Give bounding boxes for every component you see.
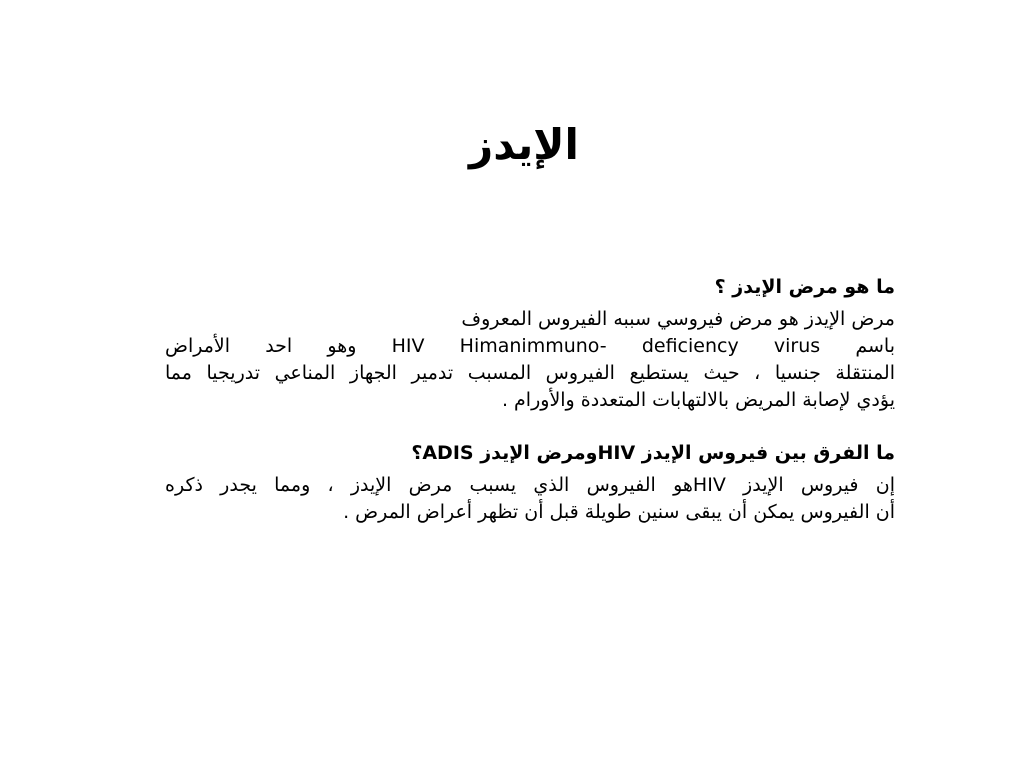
- slide-content: [165, 272, 895, 526]
- paragraph-line: مرض الإيدز هو مرض فيروسي سببه الفيروس المعروف: [461, 308, 895, 330]
- paragraph-line: إن فيروس الإيدز HIVهو الفيروس الذي يسبب مرض الإيدز ، ومما يجدر ذكره: [165, 474, 895, 496]
- paragraph-line: المنتقلة جنسيا ، حيث يستطيع الفيروس المسبب تدمير الجهاز المناعي تدريجيا مما: [165, 362, 895, 384]
- answer-paragraph-hiv-vs-aids: [165, 472, 895, 526]
- paragraph-line: يؤدي لإصابة المريض بالالتهابات المتعددة والأورام .: [501, 389, 895, 411]
- question-heading-hiv-vs-aids: ما الفرق بين فيروس الإيدز HIVومرض الإيدز ADIS؟: [411, 442, 895, 464]
- paragraph-line: أن الفيروس يمكن أن يبقى سنين طويلة قبل أن تظهر أعراض المرض .: [343, 501, 895, 523]
- paragraph-line: باسم HIV Himanimmuno- deficiency virus وهو احد الأمراض: [165, 335, 895, 357]
- section-spacer: [165, 414, 895, 438]
- slide-title: الإيدز: [469, 120, 579, 169]
- question-heading-what-is-aids: ما هو مرض الإيدز ؟: [714, 276, 895, 298]
- answer-paragraph-what-is-aids: [165, 306, 895, 414]
